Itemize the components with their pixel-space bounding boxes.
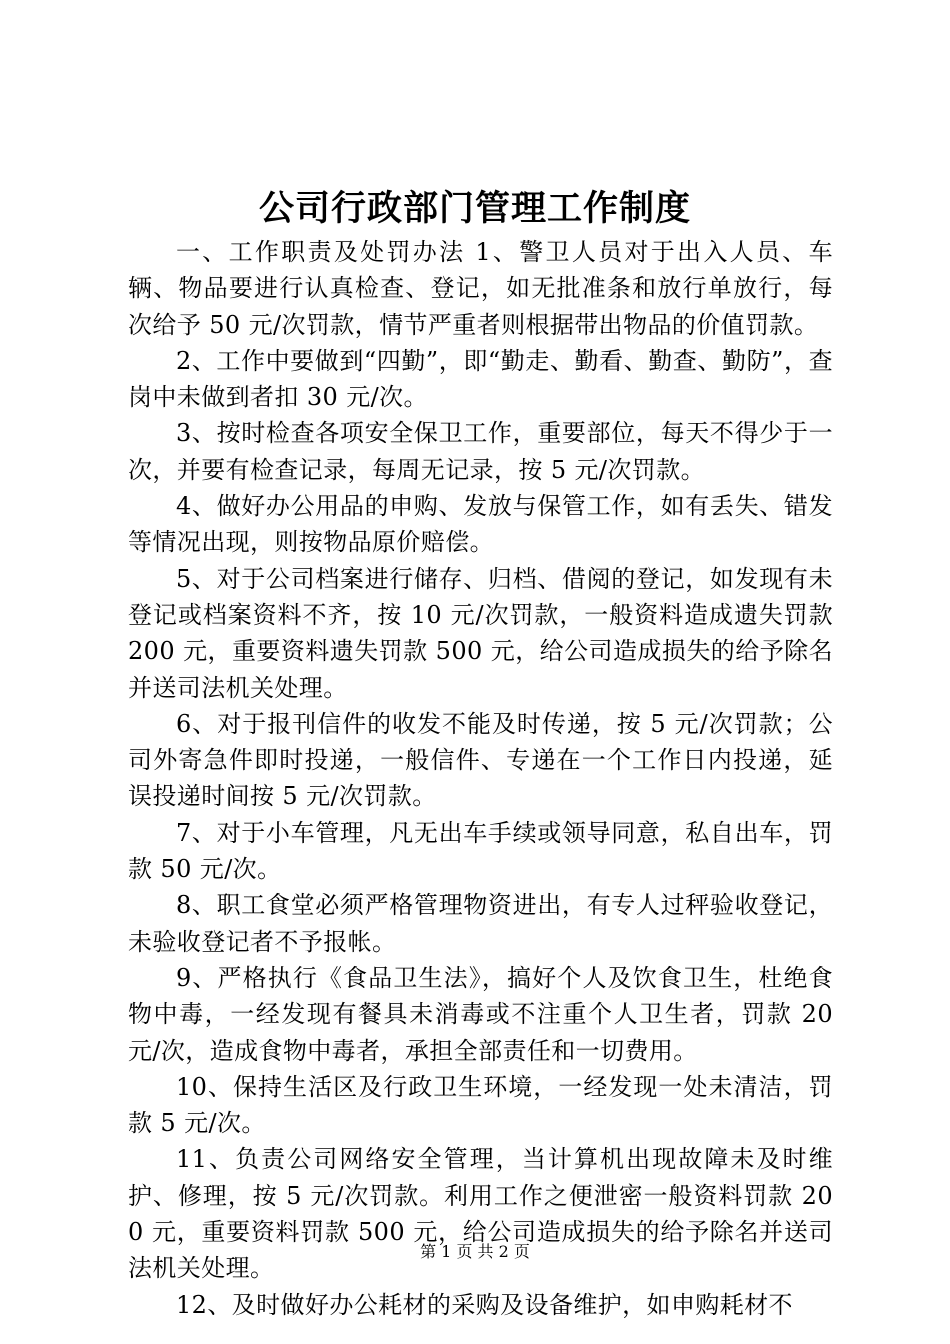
- paragraph-8: 8、职工食堂必须严格管理物资进出，有专人过秤验收登记，未验收登记者不予报帐。: [128, 891, 833, 956]
- paragraph-4: 4、做好办公用品的申购、发放与保管工作，如有丢失、错发等情况出现，则按物品原价赔偿。: [128, 492, 833, 557]
- paragraph-6: 6、对于报刊信件的收发不能及时传递，按 5 元/次罚款；公司外寄急件即时投递，一般信件、专递在一个工作日内投递，延误投递时间按 5 元/次罚款。: [128, 709, 833, 811]
- paragraph-12: 12、及时做好办公耗材的采购及设备维护，如申购耗材不: [176, 1290, 793, 1319]
- paragraph-5: 5、对于公司档案进行储存、归档、借阅的登记，如发现有未登记或档案资料不齐，按 10 元/次罚款，一般资料造成遗失罚款 200 元，重要资料遗失罚款 500 元，给公司造成损失的给予除名并送司法机关处理。: [128, 564, 833, 702]
- paragraph-9: 9、严格执行《食品卫生法》，搞好个人及饮食卫生，杜绝食物中毒，一经发现有餐具未消毒或不注重个人卫生者，罚款 20 元/次，造成食物中毒者，承担全部责任和一切费用。: [128, 963, 833, 1065]
- page-footer: 第 1 页 共 2 页: [420, 1242, 530, 1261]
- paragraph-3: 3、按时检查各项安全保卫工作，重要部位，每天不得少于一次，并要有检查记录，每周无记录，按 5 元/次罚款。: [128, 419, 833, 484]
- paragraph-2: 2、工作中要做到“四勤”，即“勤走、勤看、勤查、勤防”，查岗中未做到者扣 30 元/次。: [128, 346, 833, 412]
- document-title: 公司行政部门管理工作制度: [258, 188, 691, 229]
- document-body: [128, 234, 833, 1323]
- paragraph-1: 一、工作职责及处罚办法 1、警卫人员对于出入人员、车辆、物品要进行认真检查、登记，如无批准条和放行单放行，每次给予 50 元/次罚款，情节严重者则根据带出物品的价值罚款。: [128, 238, 833, 339]
- paragraph-10: 10、保持生活区及行政卫生环境，一经发现一处未清洁，罚款 5 元/次。: [128, 1072, 833, 1138]
- paragraph-11: 11、负责公司网络安全管理，当计算机出现故障未及时维护、修理，按 5 元/次罚款。利用工作之便泄密一般资料罚款 200 元，重要资料罚款 500 元，给公司造成损失的给予除名并送司法机关处理。: [128, 1145, 833, 1283]
- paragraph-7: 7、对于小车管理，凡无出车手续或领导同意，私自出车，罚款 50 元/次。: [128, 818, 833, 884]
